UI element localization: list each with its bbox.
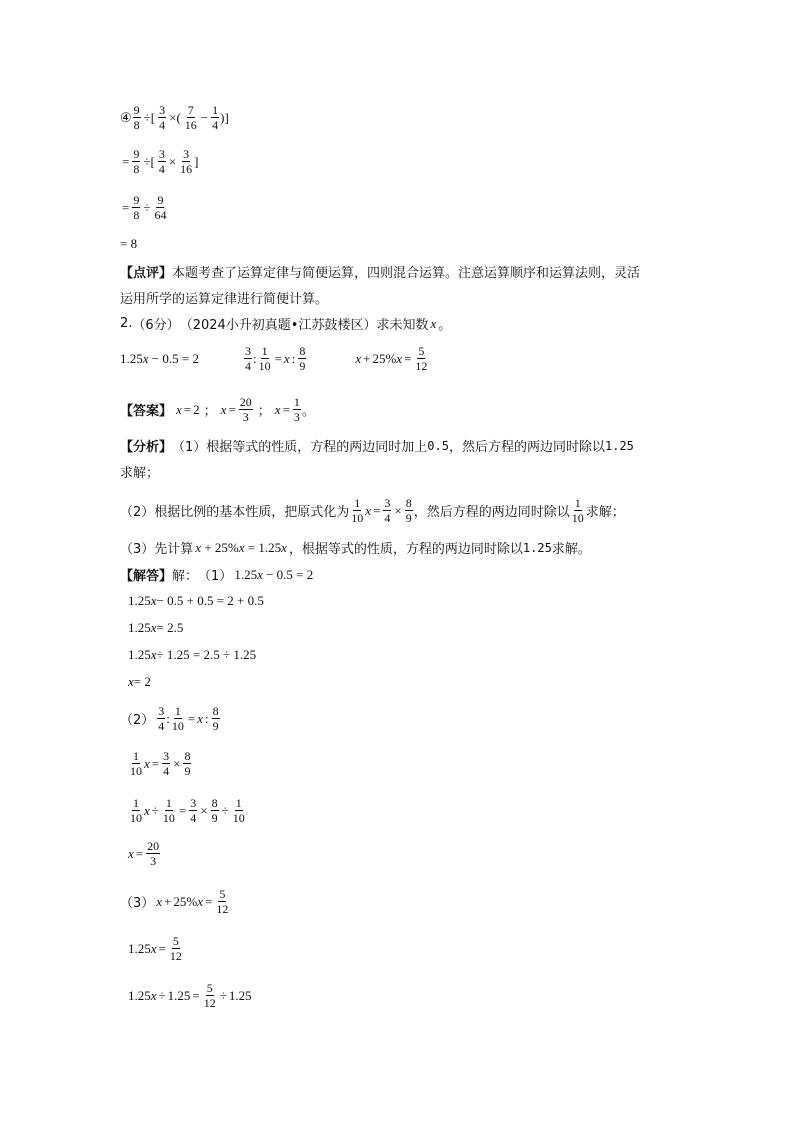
equation-2: $\frac{3}{4}$ : $\frac{1}{10}$ = x : $\frac{8}{9}$ bbox=[244, 344, 306, 373]
solution2-line2: $\frac{1}{10}$ x = $\frac{3}{4}$ × $\frac{8}{9}$ bbox=[130, 749, 191, 778]
fraction: $\frac{3}{4}$ bbox=[158, 147, 165, 176]
fraction: $\frac{9}{8}$ bbox=[133, 103, 140, 132]
solution1-result: x = 2 bbox=[128, 674, 151, 689]
fraction: $\frac{3}{4}$ bbox=[159, 103, 166, 132]
fraction: $\frac{9}{64}$ bbox=[154, 193, 167, 222]
analysis-line1: 【分析】 （1）根据等式的性质，方程的两边同时加上 0.5 ，然后方程的两边同时除以 1.25 bbox=[120, 436, 634, 455]
solution4-line2: = $\frac{9}{8}$ ÷[ $\frac{3}{4}$ × $\frac{3}{16}$ ] bbox=[122, 147, 199, 176]
solution3-line1: （3） x + 25% x = $\frac{5}{12}$ bbox=[120, 887, 229, 916]
fraction: $\frac{1}{4}$ bbox=[212, 103, 219, 132]
analysis-tag: 【分析】 bbox=[120, 440, 173, 455]
comment-tag: 【点评】 bbox=[120, 266, 173, 281]
circled-number: ④ bbox=[120, 109, 132, 125]
solution-heading: 【解答】 解： （1） 1.25x − 0.5 = 2 bbox=[120, 566, 314, 584]
solution1-step2: 1.25 x − 0.5 + 0.5 = 2 + 0.5 bbox=[128, 593, 264, 608]
fraction: $\frac{9}{8}$ bbox=[133, 147, 140, 176]
equation-1: 1.25x − 0.5 = 2 bbox=[120, 350, 199, 366]
solution3-line3: 1.25 x ÷ 1.25 = $\frac{5}{12}$ ÷ 1.25 bbox=[128, 981, 252, 1010]
solution1-step3: 1.25 x = 2.5 bbox=[128, 620, 184, 635]
comment-line1: 【点评】 本题考查了运算定律与简便运算，四则混合运算。注意运算顺序和运算法则，灵活 bbox=[120, 262, 640, 281]
analysis-line4: （3）先计算 x + 25%x = 1.25x ，根据等式的性质，方程的两边同时除以 1.25 求解。 bbox=[120, 539, 591, 557]
analysis-line2: 求解； bbox=[120, 466, 160, 481]
fraction: $\frac{7}{16}$ bbox=[184, 103, 197, 132]
answer-line: 【答案】 x = 2 ； x = $\frac{20}{3}$ ； x = $\frac{1}{3}$ 。 bbox=[120, 395, 315, 424]
solution2-line1: （2） $\frac{3}{4}$ : $\frac{1}{10}$ = x : $\frac{8}{9}$ bbox=[120, 704, 219, 733]
solution4-line1: ④ $\frac{9}{8}$ ÷[ $\frac{3}{4}$ ×( $\frac{7}{16}$ − $\frac{1}{4}$ ) ] bbox=[120, 103, 229, 132]
answer-tag: 【答案】 bbox=[120, 404, 173, 419]
solution2-line3: $\frac{1}{10}$ x ÷ $\frac{1}{10}$ = $\frac{3}{4}$ × $\frac{8}{9}$ ÷ $\frac{1}{10}$ bbox=[130, 796, 245, 825]
analysis-line3: （2）根据比例的基本性质，把原式化为 $\frac{1}{10}$ x = $\frac{3}{4}$ × $\frac{8}{9}$ ，然后方程的两边同时除以 $\frac{1}{10}$ 求解； bbox=[120, 496, 625, 525]
fraction: $\frac{9}{8}$ bbox=[133, 193, 140, 222]
problem2-heading: 2. （6分） （2024小升初真题•江苏鼓楼区） 求未知数 x 。 bbox=[120, 315, 452, 333]
fraction: $\frac{3}{16}$ bbox=[180, 147, 193, 176]
solution2-result: x = $\frac{20}{3}$ bbox=[128, 839, 160, 868]
solution1-step4: 1.25 x ÷ 1.25 = 2.5 ÷ 1.25 bbox=[128, 647, 257, 662]
problem2-equations bbox=[120, 345, 429, 372]
solution-tag: 【解答】 bbox=[120, 569, 173, 584]
comment-line2: 运用所学的运算定律进行简便计算。 bbox=[120, 292, 329, 307]
solution4-result: = 8 bbox=[120, 236, 138, 251]
equation-3: x + 25% x = $\frac{5}{12}$ bbox=[355, 344, 428, 373]
solution3-line2: 1.25 x = $\frac{5}{12}$ bbox=[128, 934, 182, 963]
solution4-line3: = $\frac{9}{8}$ ÷ $\frac{9}{64}$ bbox=[122, 193, 167, 222]
